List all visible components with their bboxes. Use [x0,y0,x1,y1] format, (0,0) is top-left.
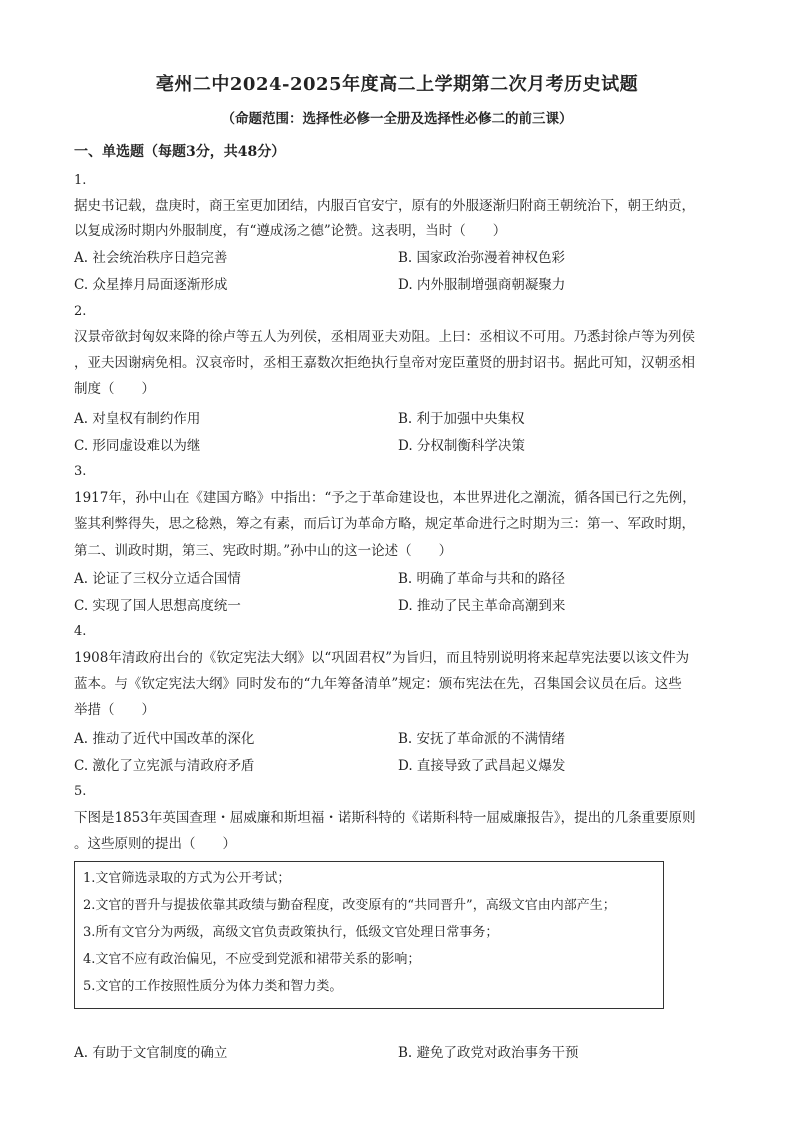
question-2-option-c[interactable]: C. 形同虚设难以为继 [74,438,201,454]
question-2-text-line: 制度（ ） [74,381,155,397]
principle-item: 5.文官的工作按照性质分为体力类和智力类。 [83,979,343,994]
question-3-text-line: 鉴其利弊得失，思之稔熟，筹之有素，而后订为革命方略，规定革命进行之时期为三：第一、军政时期， [74,516,695,532]
question-5-text-line: 下图是1853年英国查理・屈威廉和斯坦福・诺斯科特的《诺斯科特一屈威廉报告》，提出的几条重要原则 [74,810,696,826]
page-title: 亳州二中2024-2025年度高二上学期第二次月考历史试题 [155,74,639,95]
question-3-option-d[interactable]: D. 推动了民主革命高潮到来 [398,598,566,614]
question-1-option-a[interactable]: A. 社会统治秩序日趋完善 [74,250,228,266]
principle-item: 4.文官不应有政治偏见，不应受到党派和裙带关系的影响； [83,952,421,967]
principle-item: 2.文官的晋升与提拔依靠其政绩与勤奋程度，改变原有的“共同晋升”，高级文官由内部产生； [83,898,616,913]
question-4-text-line: 蓝本。与《钦定宪法大纲》同时发布的“九年筹备清单”规定：颁布宪法在先，召集国会议员在后。这些 [74,676,682,692]
page-subtitle: （命题范围：选择性必修一全册及选择性必修二的前三课） [221,111,573,127]
question-2-option-b[interactable]: B. 利于加强中央集权 [398,411,525,427]
question-3-option-c[interactable]: C. 实现了国人思想高度统一 [74,598,241,614]
question-1-number: 1. [74,173,87,188]
question-2-option-d[interactable]: D. 分权制衡科学决策 [398,438,525,454]
section-heading: 一、单选题（每题3分，共48分） [74,144,286,160]
question-3-text-line: 第二、训政时期，第三、宪政时期。”孙中山的这一论述（ ） [74,543,453,559]
question-3-option-b[interactable]: B. 明确了革命与共和的路径 [398,571,566,587]
question-5-option-b[interactable]: B. 避免了政党对政治事务干预 [398,1045,579,1061]
principles-box [74,861,664,1009]
principle-item: 3.所有文官分为两级，高级文官负责政策执行，低级文官处理日常事务； [83,925,499,940]
question-4-option-d[interactable]: D. 直接导致了武昌起义爆发 [398,758,566,774]
question-1-option-d[interactable]: D. 内外服制增强商朝凝聚力 [398,277,566,293]
question-1-option-c[interactable]: C. 众星捧月局面逐渐形成 [74,277,228,293]
principle-item: 1.文官筛选录取的方式为公开考试； [83,871,291,886]
question-4-option-a[interactable]: A. 推动了近代中国改革的深化 [74,731,255,747]
question-3-option-a[interactable]: A. 论证了三权分立适合国情 [74,571,241,587]
question-2-text-line: 汉景帝欲封匈奴来降的徐卢等五人为列侯，丞相周亚夫劝阻。上曰：丞相议不可用。乃悉封徐卢等为列侯 [74,329,695,345]
question-2-option-a[interactable]: A. 对皇权有制约作用 [74,411,201,427]
question-4-text-line: 举措（ ） [74,702,155,718]
question-4-number: 4. [74,624,87,639]
question-1-text-line: 以复成汤时期内外服制度，有“遵成汤之德”论赞。这表明，当时（ ） [74,223,507,239]
question-5-number: 5. [74,784,87,799]
question-1-text-line: 据史书记载，盘庚时，商王室更加团结，内服百官安宁，原有的外服逐渐归附商王朝统治下，朝王纳贡， [74,198,695,214]
question-1-option-b[interactable]: B. 国家政治弥漫着神权色彩 [398,250,566,266]
question-2-text-line: ，亚夫因谢病免相。汉哀帝时，丞相王嘉数次拒绝执行皇帝对宠臣董贤的册封诏书。据此可知，汉朝丞相 [74,355,695,371]
question-5-text-line: 。这些原则的提出（ ） [74,836,236,852]
question-2-number: 2. [74,304,87,319]
question-3-number: 3. [74,464,87,479]
question-4-option-b[interactable]: B. 安抚了革命派的不满情绪 [398,731,566,747]
question-3-text-line: 1917年，孙中山在《建国方略》中指出：“予之于革命建设也，本世界进化之潮流，循各国已行之先例， [74,490,696,506]
question-5-option-a[interactable]: A. 有助于文官制度的确立 [74,1045,228,1061]
question-4-text-line: 1908年清政府出台的《钦定宪法大纲》以“巩固君权”为旨归，而且特别说明将来起草宪法要以该文件为 [74,650,690,666]
question-4-option-c[interactable]: C. 激化了立宪派与清政府矛盾 [74,758,255,774]
